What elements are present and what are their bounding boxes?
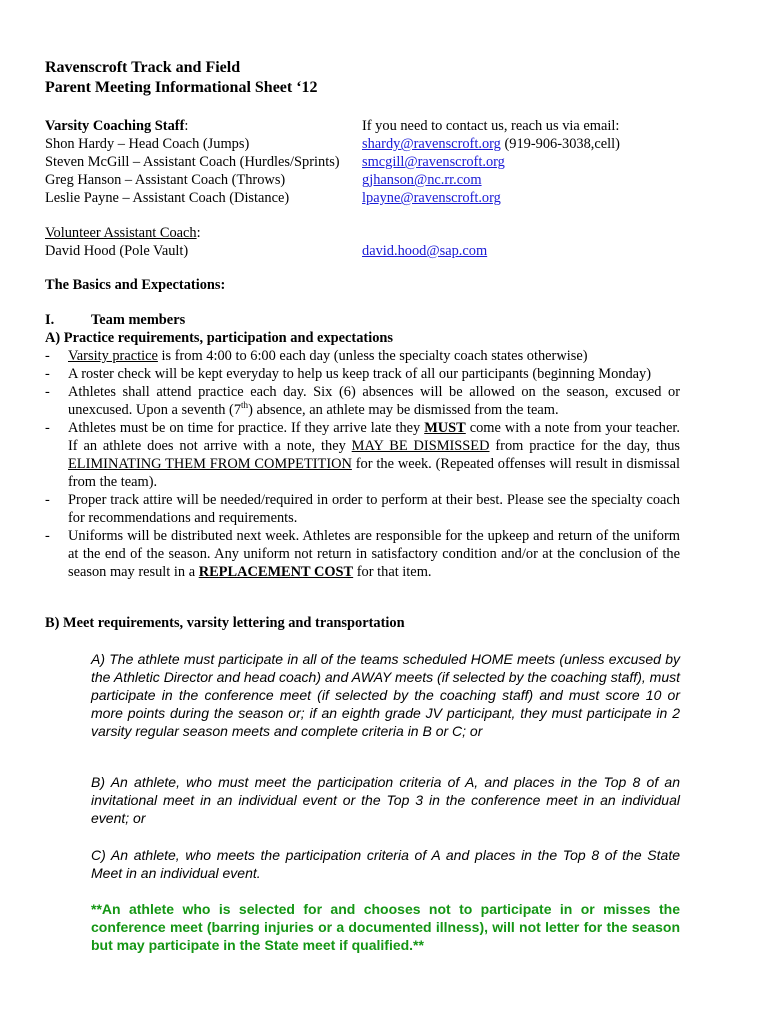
coach-name-4: Leslie Payne – Assistant Coach (Distance) (45, 190, 290, 206)
contact-intro: If you need to contact us, reach us via email: (362, 118, 620, 134)
conference-meet-note: **An athlete who is selected for and chooses not to participate in or misses the conference meet (barring injuries or a documented illness), will not letter for the season but may participate in the State meet if qualified.** (91, 901, 680, 953)
staff-heading-text: Varsity Coaching Staff (45, 118, 185, 134)
coach-contact-4 (362, 189, 501, 207)
basics-heading: The Basics and Expectations: (45, 277, 226, 293)
volunteer-heading-colon: : (196, 225, 201, 241)
replacement-cost-emphasis: REPLACEMENT COST (198, 564, 354, 580)
coach-email-link-4[interactable]: lpayne@ravenscroft.org (362, 190, 501, 206)
coach-name-3: Greg Hanson – Assistant Coach (Throws) (45, 172, 286, 188)
section-number: I. (45, 312, 55, 328)
section-title: Team members (91, 312, 186, 328)
bullet-uniforms: - Uniforms will be distributed next week. Athletes are responsible for the upkeep and return of the uniform at the end of the season. Any uniform not return in satisfactory condition and/or at the conclusion of the season may result in a REPLACEMENT COST for that item. (45, 528, 680, 580)
lettering-criteria-b: B) An athlete, who must meet the participation criteria of A, and places in the Top 8 of an invitational meet in an individual event or the Top 3 in the conference meet in an individual event; or (91, 774, 680, 826)
lettering-criteria-c: C) An athlete, who meets the participation criteria of A and places in the Top 8 of the State Meet in an individual event. (91, 847, 680, 881)
staff-heading-colon: : (184, 118, 189, 134)
doc-title-line-1: Ravenscroft Track and Field (45, 59, 241, 76)
bullet-track-attire: - Proper track attire will be needed/required in order to perform at their best. Please see the specialty coach for recommendations and requirements. (45, 492, 680, 526)
subsection-a-heading: A) Practice requirements, participation and expectations (45, 330, 393, 346)
varsity-practice-text: Varsity practice (68, 348, 158, 364)
eliminating-emphasis: ELIMINATING THEM FROM COMPETITION (68, 456, 352, 472)
coach-contact-3 (362, 171, 482, 189)
volunteer-name: David Hood (Pole Vault) (45, 243, 189, 259)
volunteer-email-link[interactable]: david.hood@sap.com (362, 243, 488, 259)
coach-email-link-2[interactable]: smcgill@ravenscroft.org (362, 154, 505, 170)
volunteer-heading-text: Volunteer Assistant Coach (45, 225, 197, 241)
coach-contact-2 (362, 153, 505, 171)
bullet-attendance: - Athletes shall attend practice each day. Six (6) absences will be allowed on the season, excused or unexcused. Upon a seventh (7th) absence, an athlete may be dismissed from the team. (45, 384, 680, 418)
coach-email-link-3[interactable]: gjhanson@nc.rr.com (362, 172, 482, 188)
bullet-roster-check: - A roster check will be kept everyday to help us keep track of all our participants (beginning Monday) (45, 366, 652, 382)
lettering-criteria-a: A) The athlete must participate in all of the teams scheduled HOME meets (unless excused by the Athletic Director and head coach) and AWAY meets (if selected by the coaching staff), must participate in the conference meet (if selected by the coaching staff) and must score 10 or more points during the season or; if an eighth grade JV participant, they must participate in 2 varsity regular season meets and complete criteria in B or C; or (91, 651, 680, 739)
volunteer-contact (362, 242, 487, 260)
practice-bullet-list (45, 347, 680, 581)
bullet-punctuality: - Athletes must be on time for practice. If they arrive late they MUST come with a note from your teacher. If an athlete does not arrive with a note, they MAY BE DISMISSED from practice for the day, thus ELIMINATING THEM FROM COMPETITION for the week. (Repeated offenses will result in dismissal from the team). (45, 420, 681, 490)
volunteer-heading (45, 224, 201, 242)
subsection-b-heading: B) Meet requirements, varsity lettering and transportation (45, 615, 405, 631)
coach-name-1: Shon Hardy – Head Coach (Jumps) (45, 136, 250, 152)
doc-title-line-2: Parent Meeting Informational Sheet ‘12 (45, 79, 318, 96)
coach-contact-1 (362, 135, 620, 153)
bullet-practice-time: - Varsity practice is from 4:00 to 6:00 each day (unless the specialty coach states otherwise) (45, 348, 588, 364)
may-be-dismissed-emphasis: MAY BE DISMISSED (351, 438, 490, 454)
coach-name-2: Steven McGill – Assistant Coach (Hurdles/Sprints) (45, 154, 340, 170)
coach-email-link-1[interactable]: shardy@ravenscroft.org (362, 136, 501, 152)
staff-heading (45, 117, 188, 135)
must-emphasis: MUST (424, 420, 466, 436)
coach-phone-1: (919-906-3038,cell) (500, 136, 620, 152)
